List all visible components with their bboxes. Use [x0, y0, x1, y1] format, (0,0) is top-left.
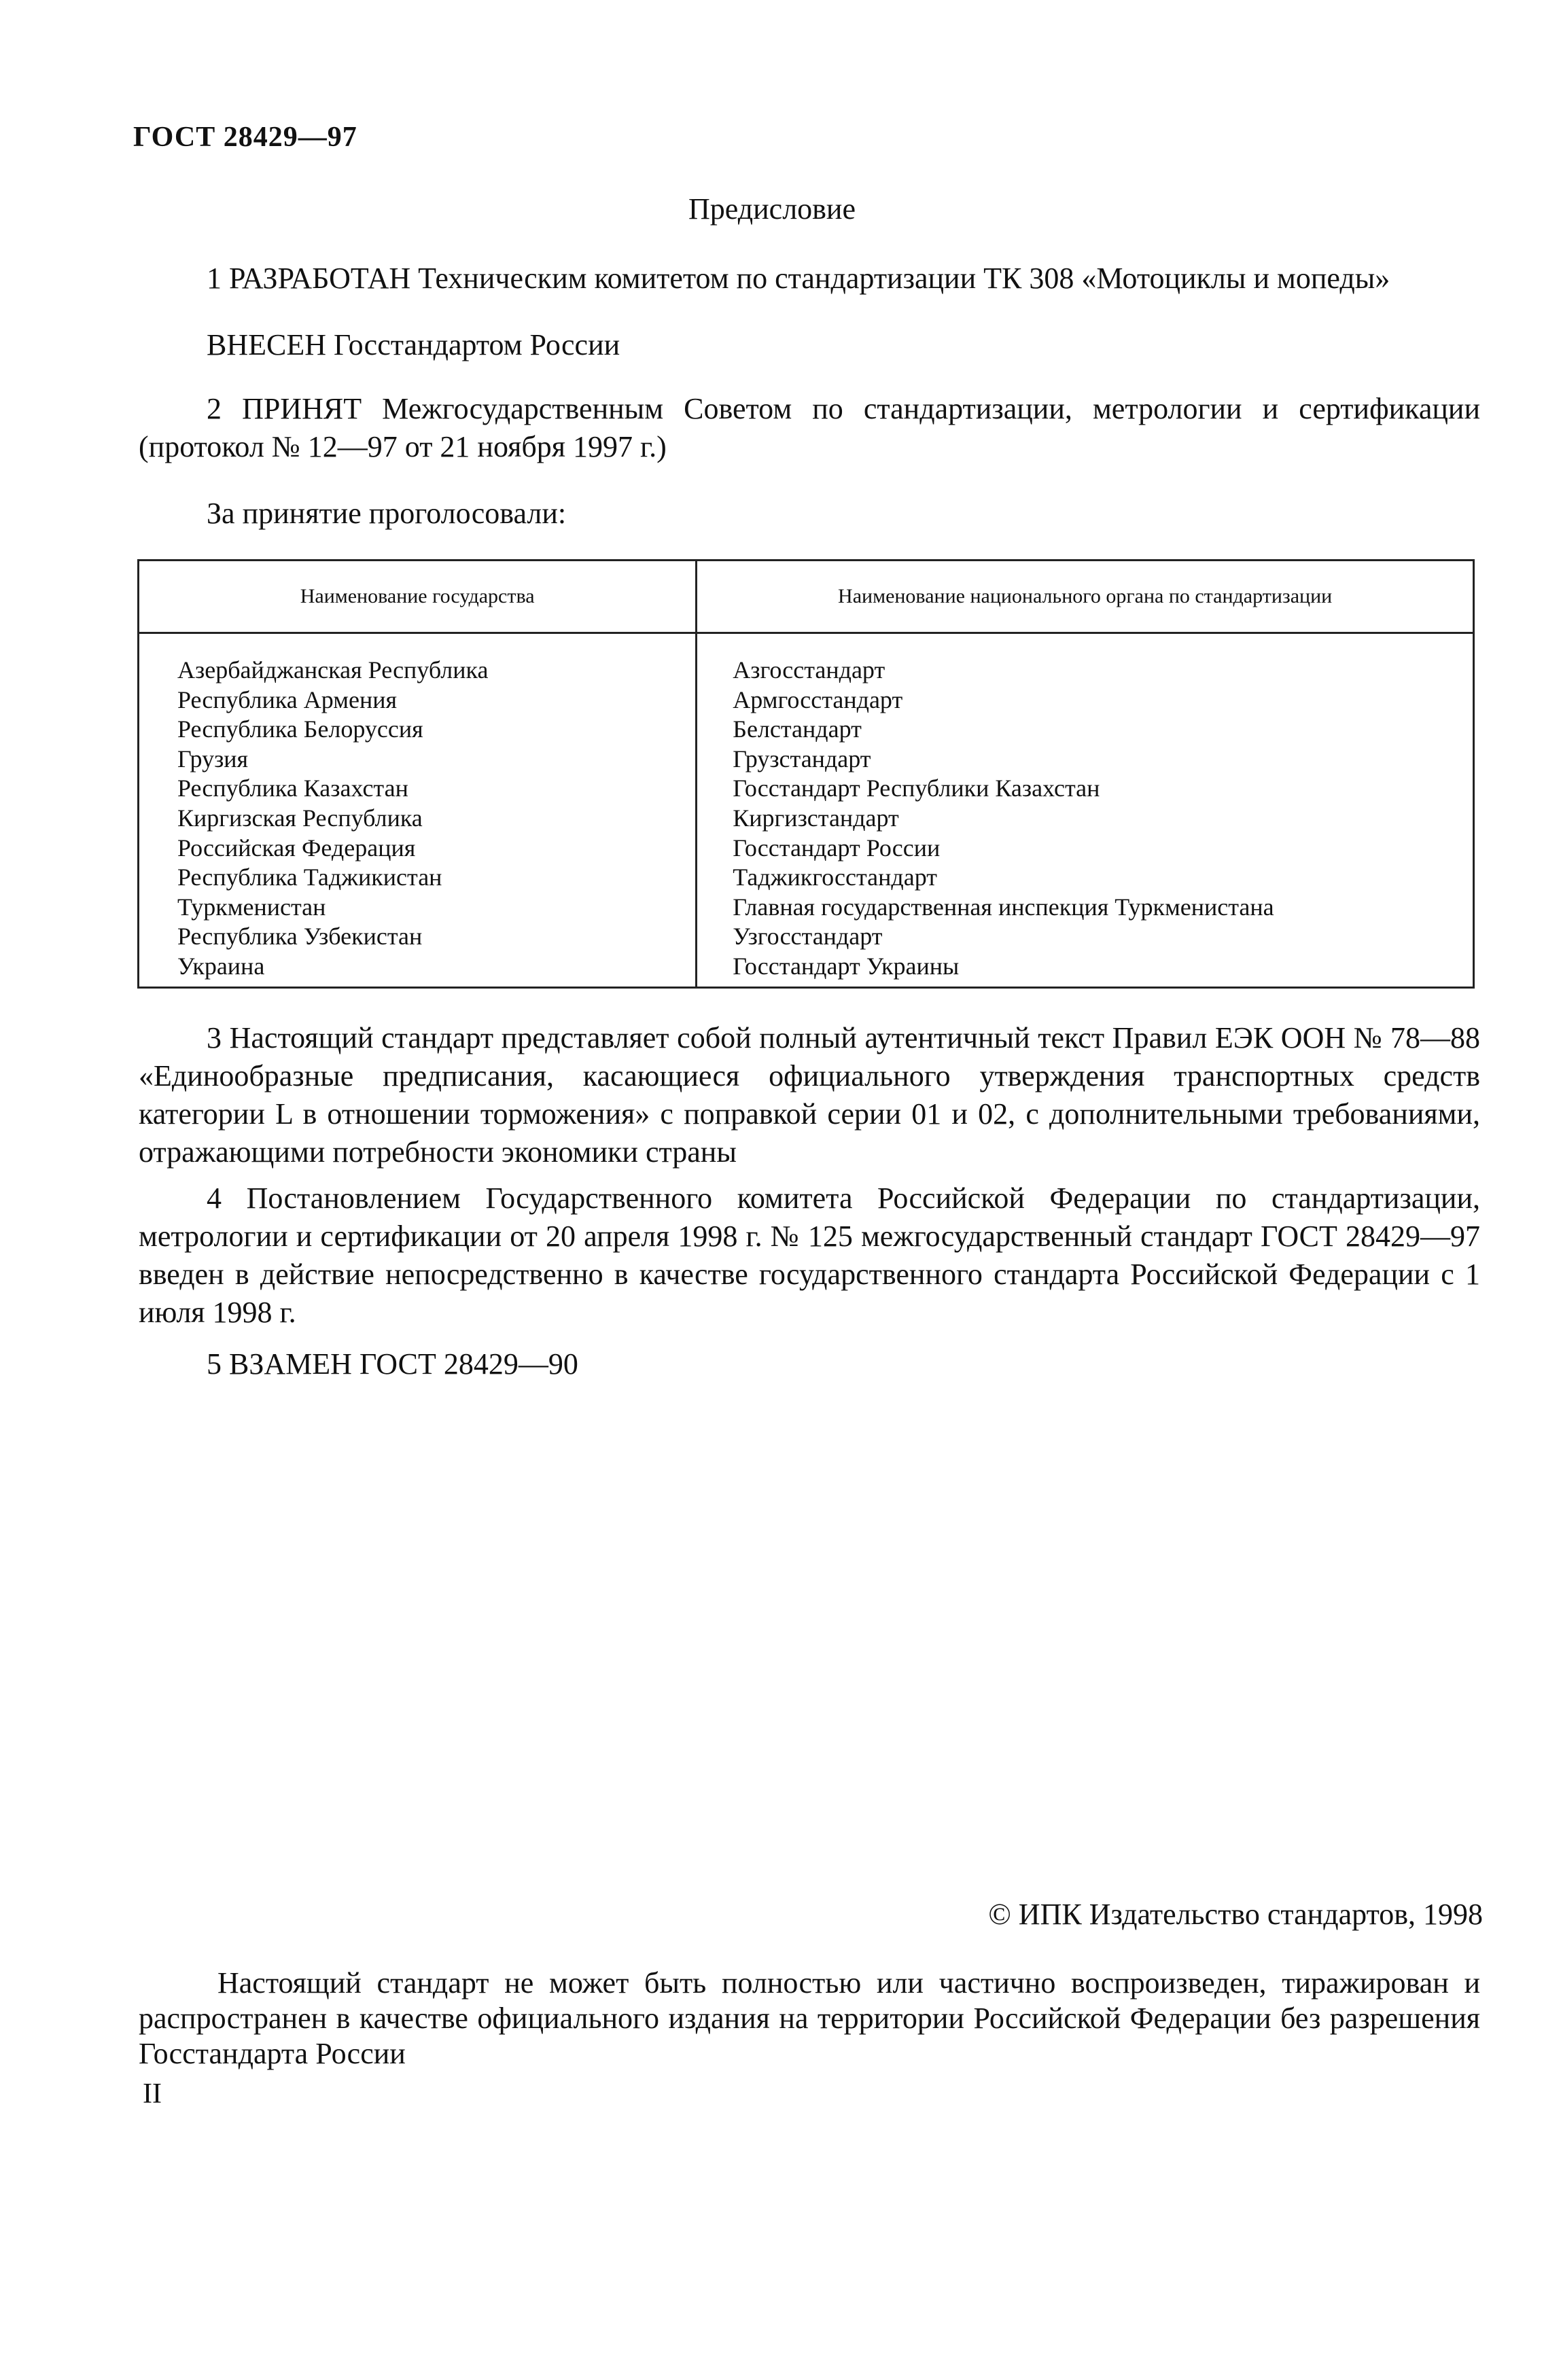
paragraph-introduced-by: ВНЕСЕН Госстандартом России [207, 328, 620, 361]
standards-body-name: Таджикгосстандарт [733, 864, 937, 891]
paragraph-authentic-text: 3 Настоящий стандарт представляет собой полный аутентичный текст Правил ЕЭК ООН № 78—88 «Единообразные предписания, касающиеся официального утверждения транспортных средств категории L в отношении торможения» с поправкой серии 01 и 02, с дополнительными требованиями, отражающими потребности экономики страны [139, 1021, 1480, 1169]
state-name: Республика Узбекистан [177, 923, 423, 951]
paragraph-voted-for: За принятие проголосовали: [207, 497, 567, 530]
state-name: Республика Армения [177, 686, 398, 713]
paragraph-replaces: 5 ВЗАМЕН ГОСТ 28429—90 [207, 1347, 578, 1381]
standards-body-name: Госстандарт Украины [733, 952, 960, 980]
standards-body-name: Госстандарт Республики Казахстан [733, 775, 1100, 802]
table-header-standards-body: Наименование национального органа по стандартизации [697, 561, 1474, 633]
state-name: Российская Федерация [177, 834, 416, 862]
reproduction-notice: Настоящий стандарт не может быть полностью или частично воспроизведен, тиражирован и распространен в качестве официального издания на территории Российской Федерации без разрешения Госстандарта России [139, 1966, 1480, 2070]
state-name: Киргизская Республика [177, 804, 423, 832]
page-number: II [143, 2078, 162, 2110]
state-name: Республика Таджикистан [177, 864, 442, 891]
standards-body-name: Грузстандарт [733, 745, 871, 772]
voting-states-table [137, 559, 1475, 989]
copyright-notice: © ИПК Издательство стандартов, 1998 [988, 1898, 1483, 1931]
paragraph-adopted-by: 2 ПРИНЯТ Межгосударственным Советом по стандартизации, метрологии и сертификации (протокол № 12—97 от 21 ноября 1997 г.) [139, 392, 1480, 463]
state-names-column [139, 633, 697, 988]
standards-body-name: Госстандарт России [733, 834, 941, 862]
standards-body-name: Белстандарт [733, 715, 862, 743]
state-name: Азербайджанская Республика [177, 656, 489, 683]
state-name: Республика Белоруссия [177, 715, 423, 743]
standards-bodies-column [697, 633, 1474, 988]
state-name: Республика Казахстан [177, 775, 408, 802]
paragraph-enacted: 4 Постановлением Государственного комитета Российской Федерации по стандартизации, метрологии и сертификации от 20 апреля 1998 г. № 125 межгосударственный стандарт ГОСТ 28429—97 введен в действие непосредственно в качестве государственного стандарта Российской Федерации с 1 июля 1998 г. [139, 1182, 1480, 1329]
document-code: ГОСТ 28429—97 [133, 122, 357, 153]
paragraph-developed-by: 1 РАЗРАБОТАН Техническим комитетом по стандартизации ТК 308 «Мотоциклы и мопеды» [207, 262, 1390, 295]
state-name: Украина [177, 952, 265, 980]
foreword-title: Предисловие [688, 192, 856, 226]
table-header-state: Наименование государства [139, 561, 697, 633]
standards-body-name: Азгосстандарт [733, 656, 885, 683]
standards-body-name: Главная государственная инспекция Туркменистана [733, 893, 1274, 921]
standards-body-name: Узгосстандарт [733, 923, 883, 951]
standards-body-name: Армгосстандарт [733, 686, 903, 713]
state-name: Туркменистан [177, 893, 326, 921]
standards-body-name: Киргизстандарт [733, 804, 899, 832]
state-name: Грузия [177, 745, 249, 772]
